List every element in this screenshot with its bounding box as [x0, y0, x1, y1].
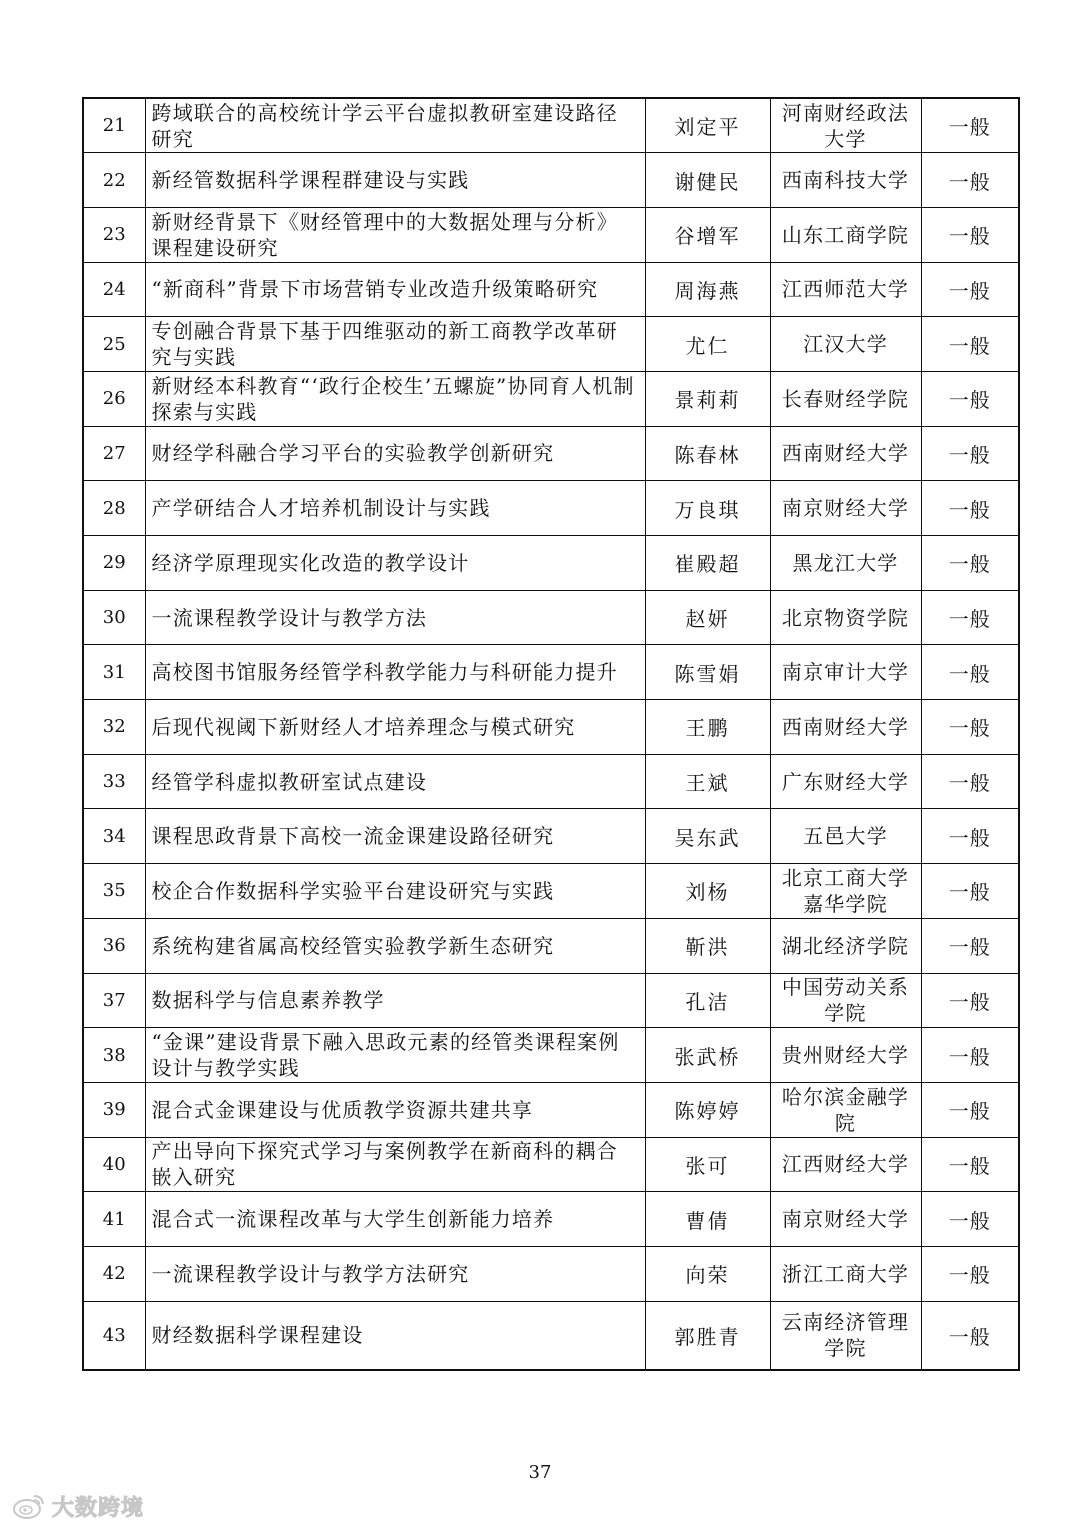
project-level: 一般 — [921, 98, 1019, 153]
row-number: 32 — [83, 700, 145, 755]
institution: 西南财经大学 — [770, 700, 921, 755]
institution: 哈尔滨金融学院 — [770, 1082, 921, 1137]
project-leader: 王斌 — [645, 754, 770, 809]
project-title: 校企合作数据科学实验平台建设研究与实践 — [145, 864, 645, 919]
row-number: 29 — [83, 536, 145, 591]
table-row — [83, 317, 1019, 372]
table-row — [83, 1137, 1019, 1192]
project-level: 一般 — [921, 536, 1019, 591]
project-leader: 张可 — [645, 1137, 770, 1192]
table-row — [83, 371, 1019, 426]
table-row — [83, 262, 1019, 317]
project-level: 一般 — [921, 864, 1019, 919]
project-level: 一般 — [921, 1192, 1019, 1247]
row-number: 25 — [83, 317, 145, 372]
row-number: 21 — [83, 98, 145, 153]
institution: 北京物资学院 — [770, 590, 921, 645]
institution: 浙江工商大学 — [770, 1246, 921, 1301]
project-title: 新财经本科教育“‘政行企校生’五螺旋”协同育人机制探索与实践 — [145, 371, 645, 426]
row-number: 22 — [83, 153, 145, 208]
row-number: 24 — [83, 262, 145, 317]
table-row — [83, 645, 1019, 700]
row-number: 36 — [83, 918, 145, 973]
project-leader: 靳洪 — [645, 918, 770, 973]
project-level: 一般 — [921, 207, 1019, 262]
row-number: 39 — [83, 1082, 145, 1137]
table-row — [83, 864, 1019, 919]
table-row — [83, 809, 1019, 864]
project-leader: 向荣 — [645, 1246, 770, 1301]
table-row — [83, 700, 1019, 755]
project-leader: 尤仁 — [645, 317, 770, 372]
institution: 长春财经学院 — [770, 371, 921, 426]
row-number: 43 — [83, 1301, 145, 1370]
watermark-text: 大数跨境 — [52, 1495, 145, 1521]
project-level: 一般 — [921, 918, 1019, 973]
project-title: 数据科学与信息素养教学 — [145, 973, 645, 1028]
table-row — [83, 426, 1019, 481]
project-title: 专创融合背景下基于四维驱动的新工商教学改革研究与实践 — [145, 317, 645, 372]
project-level: 一般 — [921, 426, 1019, 481]
project-title: “金课”建设背景下融入思政元素的经管类课程案例设计与教学实践 — [145, 1028, 645, 1083]
institution: 湖北经济学院 — [770, 918, 921, 973]
watermark — [12, 1490, 144, 1522]
row-number: 34 — [83, 809, 145, 864]
institution: 江西师范大学 — [770, 262, 921, 317]
project-title: 经济学原理现实化改造的教学设计 — [145, 536, 645, 591]
table-row — [83, 918, 1019, 973]
institution: 西南科技大学 — [770, 153, 921, 208]
project-title: 经管学科虚拟教研室试点建设 — [145, 754, 645, 809]
institution: 西南财经大学 — [770, 426, 921, 481]
page-number: 37 — [528, 1462, 552, 1483]
table-row — [83, 1192, 1019, 1247]
project-title: 系统构建省属高校经管实验教学新生态研究 — [145, 918, 645, 973]
table-row — [83, 98, 1019, 153]
project-leader: 孔洁 — [645, 973, 770, 1028]
table-row — [83, 153, 1019, 208]
project-leader: 曹倩 — [645, 1192, 770, 1247]
row-number: 42 — [83, 1246, 145, 1301]
project-title: 课程思政背景下高校一流金课建设路径研究 — [145, 809, 645, 864]
institution: 南京财经大学 — [770, 481, 921, 536]
project-title: 后现代视阈下新财经人才培养理念与模式研究 — [145, 700, 645, 755]
project-leader: 陈婷婷 — [645, 1082, 770, 1137]
table-row — [83, 590, 1019, 645]
institution: 江西财经大学 — [770, 1137, 921, 1192]
weibo-logo-icon — [12, 1492, 46, 1520]
institution: 云南经济管理学院 — [770, 1301, 921, 1370]
row-number: 40 — [83, 1137, 145, 1192]
project-title: “新商科”背景下市场营销专业改造升级策略研究 — [145, 262, 645, 317]
table-body — [83, 98, 1019, 1370]
institution: 贵州财经大学 — [770, 1028, 921, 1083]
project-level: 一般 — [921, 590, 1019, 645]
project-level: 一般 — [921, 700, 1019, 755]
project-level: 一般 — [921, 371, 1019, 426]
row-number: 37 — [83, 973, 145, 1028]
table-row — [83, 754, 1019, 809]
project-leader: 刘杨 — [645, 864, 770, 919]
project-leader: 万良琪 — [645, 481, 770, 536]
institution: 河南财经政法大学 — [770, 98, 921, 153]
project-leader: 谢健民 — [645, 153, 770, 208]
project-table — [82, 97, 1020, 1371]
project-level: 一般 — [921, 1028, 1019, 1083]
table-row — [83, 1246, 1019, 1301]
project-leader: 郭胜青 — [645, 1301, 770, 1370]
project-title: 财经数据科学课程建设 — [145, 1301, 645, 1370]
table-row — [83, 1301, 1019, 1370]
project-level: 一般 — [921, 973, 1019, 1028]
institution: 五邑大学 — [770, 809, 921, 864]
project-leader: 吴东武 — [645, 809, 770, 864]
project-level: 一般 — [921, 153, 1019, 208]
institution: 南京审计大学 — [770, 645, 921, 700]
institution: 北京工商大学嘉华学院 — [770, 864, 921, 919]
project-title: 新经管数据科学课程群建设与实践 — [145, 153, 645, 208]
table-row — [83, 536, 1019, 591]
project-level: 一般 — [921, 481, 1019, 536]
project-leader: 周海燕 — [645, 262, 770, 317]
project-level: 一般 — [921, 754, 1019, 809]
project-level: 一般 — [921, 1301, 1019, 1370]
institution: 江汉大学 — [770, 317, 921, 372]
institution: 山东工商学院 — [770, 207, 921, 262]
row-number: 30 — [83, 590, 145, 645]
project-level: 一般 — [921, 1137, 1019, 1192]
row-number: 28 — [83, 481, 145, 536]
project-leader: 景莉莉 — [645, 371, 770, 426]
project-leader: 王鹏 — [645, 700, 770, 755]
project-level: 一般 — [921, 645, 1019, 700]
project-title: 高校图书馆服务经管学科教学能力与科研能力提升 — [145, 645, 645, 700]
institution: 广东财经大学 — [770, 754, 921, 809]
project-leader: 陈春林 — [645, 426, 770, 481]
project-level: 一般 — [921, 809, 1019, 864]
table-row — [83, 481, 1019, 536]
project-title: 产学研结合人才培养机制设计与实践 — [145, 481, 645, 536]
project-title: 混合式一流课程改革与大学生创新能力培养 — [145, 1192, 645, 1247]
row-number: 38 — [83, 1028, 145, 1083]
project-title: 产出导向下探究式学习与案例教学在新商科的耦合嵌入研究 — [145, 1137, 645, 1192]
project-level: 一般 — [921, 317, 1019, 372]
project-title: 一流课程教学设计与教学方法 — [145, 590, 645, 645]
project-leader: 赵妍 — [645, 590, 770, 645]
project-leader: 谷增军 — [645, 207, 770, 262]
project-leader: 崔殿超 — [645, 536, 770, 591]
project-leader: 陈雪娟 — [645, 645, 770, 700]
table-row — [83, 973, 1019, 1028]
table-row — [83, 1028, 1019, 1083]
row-number: 33 — [83, 754, 145, 809]
row-number: 41 — [83, 1192, 145, 1247]
row-number: 27 — [83, 426, 145, 481]
institution: 中国劳动关系学院 — [770, 973, 921, 1028]
project-title: 跨域联合的高校统计学云平台虚拟教研室建设路径研究 — [145, 98, 645, 153]
row-number: 23 — [83, 207, 145, 262]
row-number: 31 — [83, 645, 145, 700]
project-level: 一般 — [921, 1082, 1019, 1137]
project-title: 新财经背景下《财经管理中的大数据处理与分析》课程建设研究 — [145, 207, 645, 262]
project-leader: 刘定平 — [645, 98, 770, 153]
institution: 黑龙江大学 — [770, 536, 921, 591]
row-number: 35 — [83, 864, 145, 919]
project-level: 一般 — [921, 1246, 1019, 1301]
project-title: 一流课程教学设计与教学方法研究 — [145, 1246, 645, 1301]
project-title: 混合式金课建设与优质教学资源共建共享 — [145, 1082, 645, 1137]
project-title: 财经学科融合学习平台的实验教学创新研究 — [145, 426, 645, 481]
row-number: 26 — [83, 371, 145, 426]
project-level: 一般 — [921, 262, 1019, 317]
table-row — [83, 1082, 1019, 1137]
table-row — [83, 207, 1019, 262]
institution: 南京财经大学 — [770, 1192, 921, 1247]
project-leader: 张武桥 — [645, 1028, 770, 1083]
